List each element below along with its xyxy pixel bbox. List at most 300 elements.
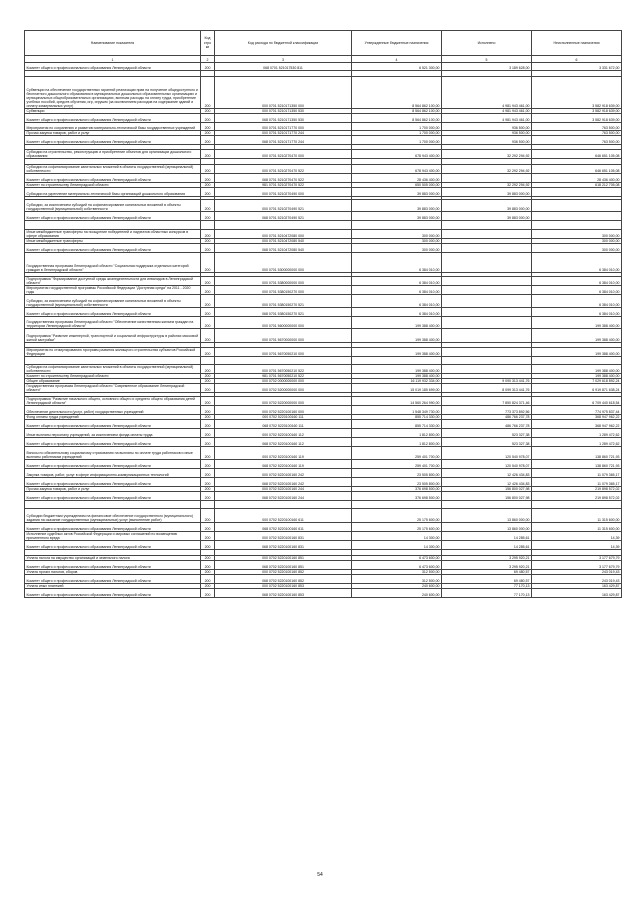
row-line-code-cell: 200 xyxy=(201,365,215,374)
table-row xyxy=(25,429,622,438)
row-unexecuted-cell: 3 177 679,79 xyxy=(532,561,622,570)
row-approved-cell: 8 564 862 100,00 xyxy=(352,77,442,109)
row-budget-code-cell: 068 0702 5220100160 244 xyxy=(215,492,352,501)
spacer-cell xyxy=(25,221,201,230)
table-row xyxy=(25,77,622,109)
row-approved-cell: 6 384 010,00 xyxy=(352,308,442,317)
table-row xyxy=(25,397,622,406)
row-approved-cell: 300 000,00 xyxy=(352,244,442,253)
row-unexecuted-cell: 368 947 962,22 xyxy=(532,420,622,429)
row-executed-cell: 32 292 294,92 xyxy=(442,183,532,188)
row-approved-cell: 199 388 400,00 xyxy=(352,374,442,379)
row-executed-cell: 12 426 434,83 xyxy=(442,478,532,487)
row-executed-cell: 32 292 294,92 xyxy=(442,165,532,174)
table-row xyxy=(25,136,622,145)
row-budget-code-cell: 000 0702 5220100160 851 xyxy=(215,556,352,561)
row-unexecuted-cell: 163 429,87 xyxy=(532,584,622,589)
row-approved-cell: 39 883 000,00 xyxy=(352,188,442,197)
row-budget-code-cell: 000 0702 5200000000 000 xyxy=(215,384,352,393)
row-line-code-cell: 200 xyxy=(201,575,215,584)
row-executed-cell: 7 850 824 371,46 xyxy=(442,397,532,406)
row-budget-code-cell: 000 0701 5380150270 000 xyxy=(215,286,352,295)
row-executed-cell: 39 883 000,00 xyxy=(442,188,532,197)
row-line-code-cell: 200 xyxy=(201,523,215,532)
row-line-code-cell: 200 xyxy=(201,541,215,550)
row-approved-cell: 376 698 500,00 xyxy=(352,492,442,501)
table-row xyxy=(25,286,622,295)
table-row xyxy=(25,200,622,212)
table-row xyxy=(25,165,622,174)
table-row xyxy=(25,561,622,570)
spacer-cell xyxy=(442,221,532,230)
row-budget-code-cell: 068 0702 5220100160 831 xyxy=(215,541,352,550)
table-row xyxy=(25,253,622,273)
row-executed-cell: 14 285,61 xyxy=(442,532,532,541)
table-row xyxy=(25,329,622,343)
row-unexecuted-cell xyxy=(532,200,622,212)
row-unexecuted-cell: 11 315 600,00 xyxy=(532,523,622,532)
row-unexecuted-cell: 219 898 572,02 xyxy=(532,487,622,492)
spacer-cell xyxy=(352,357,442,365)
row-line-code-cell: 200 xyxy=(201,109,215,114)
row-name-cell: Иные выплаты персоналу учреждений, за исключением фонда оплаты труда xyxy=(25,429,201,438)
row-budget-code-cell: 000 0702 5220100160 112 xyxy=(215,429,352,438)
column-number: 4 xyxy=(352,56,442,63)
row-unexecuted-cell: 6 384 010,00 xyxy=(532,308,622,317)
row-name-cell: Комитет общего и профессионального образования Ленинградской области xyxy=(25,244,201,253)
row-approved-cell: 39 883 000,00 xyxy=(352,212,442,221)
row-name-cell: Комитет общего и профессионального образования Ленинградской области xyxy=(25,478,201,487)
row-budget-code-cell: 000 0701 5210270470 000 xyxy=(215,150,352,159)
row-line-code-cell: 200 xyxy=(201,131,215,136)
row-name-cell: Фонд оплаты труда учреждений xyxy=(25,415,201,420)
row-line-code-cell: 200 xyxy=(201,317,215,329)
header-name: Наименование показателя xyxy=(25,31,201,56)
table-row xyxy=(25,438,622,447)
row-unexecuted-cell: 300 000,00 xyxy=(532,244,622,253)
spacer-cell xyxy=(532,357,622,365)
row-name-cell: Комитет общего и профессионального образования Ленинградской области xyxy=(25,541,201,550)
row-budget-code-cell: 068 0701 5210270490 521 xyxy=(215,212,352,221)
row-unexecuted-cell: 646 651 105,08 xyxy=(532,150,622,159)
row-budget-code-cell: 068 0702 5220100160 112 xyxy=(215,438,352,447)
table-row xyxy=(25,460,622,469)
row-name-cell: Комитет общего и профессионального образования Ленинградской области xyxy=(25,136,201,145)
row-approved-cell: 6 384 010,00 xyxy=(352,253,442,273)
row-line-code-cell: 200 xyxy=(201,492,215,501)
row-executed-cell: 69 480,57 xyxy=(442,575,532,584)
row-line-code-cell: 200 xyxy=(201,183,215,188)
spacer-cell xyxy=(201,221,215,230)
header-line-code: Код стро ки xyxy=(201,31,215,56)
row-name-cell: Комитет по строительству Ленинградской области xyxy=(25,183,201,188)
row-executed-cell: 12 426 434,83 xyxy=(442,469,532,478)
row-line-code-cell: 200 xyxy=(201,286,215,295)
row-unexecuted-cell: 300 000,00 xyxy=(532,230,622,239)
table-row xyxy=(25,523,622,532)
row-budget-code-cell: 068 0702 5220100160 611 xyxy=(215,523,352,532)
table-row xyxy=(25,150,622,159)
row-name-cell: Уплата иных платежей xyxy=(25,584,201,589)
row-executed-cell xyxy=(442,253,532,273)
row-executed-cell: 4 981 943 461,00 xyxy=(442,77,532,109)
row-name-cell: Комитет общего и профессионального образования Ленинградской области xyxy=(25,575,201,584)
row-approved-cell: 6 521 300,00 xyxy=(352,63,442,71)
spacer-cell xyxy=(215,221,352,230)
row-approved-cell: 855 714 330,00 xyxy=(352,420,442,429)
row-line-code-cell: 200 xyxy=(201,447,215,460)
row-executed-cell: 39 883 000,00 xyxy=(442,212,532,221)
row-unexecuted-cell: 763 500,00 xyxy=(532,136,622,145)
table-row xyxy=(25,589,622,598)
table-row xyxy=(25,384,622,393)
row-budget-code-cell: 000 0701 5300000000 000 xyxy=(215,253,352,273)
spacer-cell xyxy=(215,501,352,509)
row-name-cell: Субсидии, за исключением субсидий на софинансирование капитальных вложений в объекты государственной (муниципальной) собственности xyxy=(25,295,201,308)
row-approved-cell: 16 119 932 334,00 xyxy=(352,379,442,384)
row-approved-cell: 23 505 800,00 xyxy=(352,469,442,478)
table-row xyxy=(25,317,622,329)
table-row xyxy=(25,295,622,308)
row-budget-code-cell: 068 0701 5210472080 540 xyxy=(215,244,352,253)
table-row xyxy=(25,63,622,71)
row-budget-code-cell: 000 0701 5670050210 000 xyxy=(215,348,352,357)
spacer-row xyxy=(25,501,622,509)
table-row xyxy=(25,469,622,478)
row-budget-code-cell: 068 0701 5210270470 522 xyxy=(215,174,352,183)
row-executed-cell: 3 295 920,21 xyxy=(442,561,532,570)
row-budget-code-cell: 000 0701 5210472080 000 xyxy=(215,230,352,239)
row-budget-code-cell: 981 0701 5210270470 522 xyxy=(215,183,352,188)
row-executed-cell xyxy=(442,174,532,183)
row-approved-cell: 6 384 010,00 xyxy=(352,286,442,295)
row-budget-code-cell: 068 0701 5210171770 244 xyxy=(215,136,352,145)
spacer-cell xyxy=(201,501,215,509)
row-budget-code-cell: 000 0701 5210270470 522 xyxy=(215,165,352,174)
spacer-row xyxy=(25,357,622,365)
row-budget-code-cell: 000 0702 5220100160 852 xyxy=(215,570,352,575)
table-row xyxy=(25,575,622,584)
row-budget-code-cell: 000 0701 5210270490 000 xyxy=(215,188,352,197)
row-line-code-cell: 200 xyxy=(201,570,215,575)
row-budget-code-cell: 000 0701 5670000000 000 xyxy=(215,329,352,343)
row-name-cell: Уплата налога на имущество организаций и земельного налога xyxy=(25,556,201,561)
column-number: 3 xyxy=(215,56,352,63)
row-budget-code-cell: 068 0702 5220100160 111 xyxy=(215,420,352,429)
row-name-cell: Мероприятия по сохранению и развитию материально-технической базы государственных учреждений xyxy=(25,123,201,131)
row-budget-code-cell: 068 0702 5220100160 119 xyxy=(215,460,352,469)
row-budget-code-cell: 068 0701 521017530 811 xyxy=(215,63,352,71)
row-line-code-cell: 200 xyxy=(201,150,215,159)
row-approved-cell: 199 388 400,00 xyxy=(352,348,442,357)
row-name-cell: Исполнение судебных актов Российской Федерации и мировых соглашений по возмещению причиненного вреда xyxy=(25,532,201,541)
row-name-cell: Комитет общего и профессионального образования Ленинградской области xyxy=(25,308,201,317)
row-approved-cell: 8 564 862 100,00 xyxy=(352,109,442,114)
row-executed-cell: 3 295 920,21 xyxy=(442,556,532,561)
row-name-cell: Обеспечение деятельности (услуг, работ) государственных учреждений xyxy=(25,406,201,415)
row-line-code-cell: 200 xyxy=(201,188,215,197)
row-name-cell: Субсидии, за исключением субсидий на софинансирование капитальных вложений в объекты государственной (муниципальной) собственности xyxy=(25,200,201,212)
row-unexecuted-cell xyxy=(532,212,622,221)
row-executed-cell xyxy=(442,317,532,329)
row-approved-cell: 678 943 400,00 xyxy=(352,150,442,159)
row-executed-cell xyxy=(442,348,532,357)
table-row xyxy=(25,114,622,123)
row-executed-cell: 9 090 313 441,76 xyxy=(442,379,532,384)
row-unexecuted-cell xyxy=(532,188,622,197)
row-budget-code-cell: 000 0702 5220100160 242 xyxy=(215,469,352,478)
table-row xyxy=(25,212,622,221)
table-row xyxy=(25,541,622,550)
row-name-cell: Субсидии на софинансирование капитальных вложений в объекты государственной (муниципальной) собственности xyxy=(25,365,201,374)
row-executed-cell: 77 170,13 xyxy=(442,584,532,589)
row-unexecuted-cell: 138 860 721,93 xyxy=(532,460,622,469)
row-name-cell: Государственная программа Ленинградской области "Обеспечение качественным жильем граждан на территории Ленинградской области" xyxy=(25,317,201,329)
table-row xyxy=(25,406,622,415)
row-unexecuted-cell: 1 289 472,62 xyxy=(532,429,622,438)
row-name-cell: Взносы по обязательному социальному страхованию на выплаты по оплате труда работников и иные выплаты работникам учреждений xyxy=(25,447,201,460)
row-budget-code-cell: 068 0701 5380150270 521 xyxy=(215,308,352,317)
row-unexecuted-cell: 300 000,00 xyxy=(532,239,622,244)
spacer-cell xyxy=(25,357,201,365)
row-name-cell: Субсидии на укрепление материально-технической базы организаций дошкольного образования xyxy=(25,188,201,197)
row-executed-cell xyxy=(442,365,532,374)
row-executed-cell: 936 500,00 xyxy=(442,123,532,131)
row-budget-code-cell: 000 0702 0000000000 000 xyxy=(215,379,352,384)
row-line-code-cell: 200 xyxy=(201,420,215,429)
row-approved-cell: 28 436 400,00 xyxy=(352,174,442,183)
table-row xyxy=(25,188,622,197)
row-unexecuted-cell: 11 079 365,17 xyxy=(532,478,622,487)
row-unexecuted-cell: 199 388 400,00 xyxy=(532,374,622,379)
table-row xyxy=(25,244,622,253)
row-executed-cell: 4 981 943 461,00 xyxy=(442,109,532,114)
table-row xyxy=(25,123,622,131)
table-row xyxy=(25,478,622,487)
column-number: 6 xyxy=(532,56,622,63)
row-unexecuted-cell: 14,39 xyxy=(532,541,622,550)
row-line-code-cell: 200 xyxy=(201,295,215,308)
row-budget-code-cell: 000 0701 5380000000 000 xyxy=(215,277,352,286)
row-approved-cell: 1 548 349 730,00 xyxy=(352,406,442,415)
row-unexecuted-cell: 138 860 721,93 xyxy=(532,447,622,460)
row-approved-cell: 14 300,00 xyxy=(352,541,442,550)
row-executed-cell: 13 860 000,00 xyxy=(442,523,532,532)
row-approved-cell: 312 500,00 xyxy=(352,575,442,584)
row-name-cell: Общее образование xyxy=(25,379,201,384)
row-name-cell: Подпрограмма "Развитие инженерной, транспортной и социальной инфраструктуры в районах массовой жилой застройки" xyxy=(25,329,201,343)
row-name-cell: Субвенции xyxy=(25,109,201,114)
row-executed-cell: 523 327,38 xyxy=(442,438,532,447)
row-approved-cell: 259 401 700,00 xyxy=(352,447,442,460)
spacer-cell xyxy=(215,357,352,365)
row-approved-cell: 300 000,00 xyxy=(352,230,442,239)
row-executed-cell: 32 292 294,92 xyxy=(442,150,532,159)
row-line-code-cell: 200 xyxy=(201,487,215,492)
row-budget-code-cell: 981 0701 5670050210 522 xyxy=(215,374,352,379)
row-line-code-cell: 200 xyxy=(201,277,215,286)
row-line-code-cell: 200 xyxy=(201,532,215,541)
row-approved-cell: 650 505 000,00 xyxy=(352,183,442,188)
row-approved-cell: 855 714 330,00 xyxy=(352,415,442,420)
row-name-cell: Субсидии на софинансирование капитальных вложений в объекты государственной (муниципальной) собственности xyxy=(25,165,201,174)
table-body xyxy=(25,63,622,598)
row-name-cell: Комитет по строительству Ленинградской области xyxy=(25,374,201,379)
row-executed-cell xyxy=(442,286,532,295)
row-unexecuted-cell: 243 019,43 xyxy=(532,575,622,584)
row-budget-code-cell: 000 0702 5220100160 244 xyxy=(215,487,352,492)
row-line-code-cell: 200 xyxy=(201,174,215,183)
row-name-cell: Прочая закупка товаров, работ и услуг xyxy=(25,487,201,492)
row-line-code-cell: 200 xyxy=(201,329,215,343)
row-executed-cell: 523 327,38 xyxy=(442,429,532,438)
table-row xyxy=(25,348,622,357)
row-line-code-cell: 200 xyxy=(201,114,215,123)
row-line-code-cell: 200 xyxy=(201,438,215,447)
row-line-code-cell: 200 xyxy=(201,348,215,357)
row-line-code-cell: 200 xyxy=(201,253,215,273)
row-line-code-cell: 200 xyxy=(201,415,215,420)
row-budget-code-cell: 000 0702 5220100160 853 xyxy=(215,584,352,589)
row-approved-cell: 6 384 010,00 xyxy=(352,295,442,308)
row-approved-cell: 25 175 600,00 xyxy=(352,509,442,523)
spacer-cell xyxy=(352,221,442,230)
row-executed-cell: 39 883 000,00 xyxy=(442,200,532,212)
row-unexecuted-cell: 6 384 010,00 xyxy=(532,277,622,286)
row-line-code-cell: 200 xyxy=(201,308,215,317)
table-row xyxy=(25,308,622,317)
row-line-code-cell: 200 xyxy=(201,478,215,487)
row-unexecuted-cell: 199 388 400,00 xyxy=(532,329,622,343)
spacer-cell xyxy=(442,501,532,509)
row-budget-code-cell: 000 0702 5220100160 831 xyxy=(215,532,352,541)
row-unexecuted-cell: 14,39 xyxy=(532,532,622,541)
row-budget-code-cell: 000 0701 5210472080 540 xyxy=(215,239,352,244)
row-name-cell: Государственная программа Ленинградской области "Социальная поддержка отдельных категорий граждан в Ленинградской области" xyxy=(25,253,201,273)
row-name-cell: Субвенции на обеспечение государственных гарантий реализации прав на получение общедоступного и бесплатного дошкольного образования в муниципальных дошкольных образовательных организациях и муниципальных общеобразовательных организациях, включая расходы на оплату труда, приобретение учебных пособий, средств обучения, игр, игрушек (за исключением расходов на содержание зданий и оплату коммунальных услуг) xyxy=(25,77,201,109)
row-approved-cell: 6 473 600,00 xyxy=(352,556,442,561)
row-line-code-cell: 200 xyxy=(201,239,215,244)
row-unexecuted-cell: 11 315 600,00 xyxy=(532,509,622,523)
table-row xyxy=(25,174,622,183)
row-name-cell: Иные межбюджетные трансферты xyxy=(25,239,201,244)
row-approved-cell: 240 600,00 xyxy=(352,584,442,589)
row-executed-cell xyxy=(442,244,532,253)
row-line-code-cell: 200 xyxy=(201,244,215,253)
row-name-cell: Комитет общего и профессионального образования Ленинградской области xyxy=(25,174,201,183)
row-name-cell: Комитет общего и профессионального образования Ленинградской области xyxy=(25,438,201,447)
row-budget-code-cell: 000 0702 5220100160 111 xyxy=(215,415,352,420)
row-name-cell: Мероприятия по стимулированию программ развития жилищного строительства субъектов Российской Федерации xyxy=(25,348,201,357)
row-approved-cell: 376 698 500,00 xyxy=(352,487,442,492)
row-executed-cell: 773 373 892,56 xyxy=(442,406,532,415)
table-header-row xyxy=(25,31,622,56)
row-approved-cell: 23 505 800,00 xyxy=(352,478,442,487)
spacer-cell xyxy=(532,501,622,509)
row-approved-cell: 8 564 862 100,00 xyxy=(352,114,442,123)
table-row xyxy=(25,420,622,429)
row-executed-cell: 3 189 628,00 xyxy=(442,63,532,71)
row-name-cell: Субсидии бюджетным учреждениям на финансовое обеспечение государственного (муниципального) задания на оказание государственных (муниципальных) услуг (выполнение работ) xyxy=(25,509,201,523)
row-name-cell: Мероприятия государственной программы Российской Федерации "Доступная среда" на 2011 - 2020 годы xyxy=(25,286,201,295)
row-unexecuted-cell: 199 388 400,00 xyxy=(532,317,622,329)
row-line-code-cell: 200 xyxy=(201,165,215,174)
row-name-cell: Прочая закупка товаров, работ и услуг xyxy=(25,131,201,136)
row-unexecuted-cell: 3 582 918 639,00 xyxy=(532,109,622,114)
row-unexecuted-cell: 6 384 010,00 xyxy=(532,286,622,295)
row-budget-code-cell: 068 0702 5220100160 852 xyxy=(215,575,352,584)
row-unexecuted-cell: 3 582 918 639,00 xyxy=(532,77,622,109)
row-name-cell: Комитет общего и профессионального образования Ленинградской области xyxy=(25,460,201,469)
row-approved-cell: 312 500,00 xyxy=(352,570,442,575)
row-executed-cell: 8 099 313 441,76 xyxy=(442,384,532,393)
row-executed-cell: 486 766 237,78 xyxy=(442,415,532,420)
row-unexecuted-cell: 6 384 010,00 xyxy=(532,253,622,273)
row-approved-cell: 39 883 000,00 xyxy=(352,200,442,212)
row-line-code-cell: 200 xyxy=(201,123,215,131)
row-unexecuted-cell: 219 898 572,02 xyxy=(532,492,622,501)
row-unexecuted-cell: 163 429,87 xyxy=(532,589,622,598)
row-name-cell: Закупка товаров, работ, услуг в сфере информационно-коммуникационных технологий xyxy=(25,469,201,478)
row-line-code-cell: 200 xyxy=(201,384,215,393)
row-approved-cell: 199 388 400,00 xyxy=(352,365,442,374)
row-name-cell: Комитет общего и профессионального образования Ленинградской области xyxy=(25,63,201,71)
row-line-code-cell: 200 xyxy=(201,397,215,406)
row-unexecuted-cell: 1 289 472,62 xyxy=(532,438,622,447)
row-executed-cell: 936 500,00 xyxy=(442,131,532,136)
row-name-cell: Комитет общего и профессионального образования Ленинградской области xyxy=(25,114,201,123)
row-unexecuted-cell: 368 947 962,22 xyxy=(532,415,622,420)
page-number: 54 xyxy=(317,872,323,878)
row-unexecuted-cell: 28 436 400,00 xyxy=(532,174,622,183)
row-executed-cell xyxy=(442,329,532,343)
row-executed-cell: 120 540 978,07 xyxy=(442,447,532,460)
row-executed-cell: 4 981 943 461,00 xyxy=(442,114,532,123)
budget-execution-sheet xyxy=(24,30,621,598)
row-approved-cell: 6 473 600,00 xyxy=(352,561,442,570)
budget-table xyxy=(24,30,622,598)
column-number-row xyxy=(25,56,622,63)
row-line-code-cell: 200 xyxy=(201,429,215,438)
row-unexecuted-cell: 199 388 400,00 xyxy=(532,365,622,374)
row-approved-cell: 199 388 400,00 xyxy=(352,329,442,343)
row-approved-cell: 25 175 600,00 xyxy=(352,523,442,532)
table-row xyxy=(25,365,622,374)
row-line-code-cell: 200 xyxy=(201,212,215,221)
spacer-cell xyxy=(532,221,622,230)
row-budget-code-cell: 000 0701 5210171350 000 xyxy=(215,77,352,109)
row-approved-cell: 14 560 264 990,00 xyxy=(352,397,442,406)
row-budget-code-cell: 000 0701 5670050210 522 xyxy=(215,365,352,374)
row-executed-cell xyxy=(442,277,532,286)
row-unexecuted-cell: 618 212 705,08 xyxy=(532,183,622,188)
row-approved-cell: 1 700 000,00 xyxy=(352,123,442,131)
row-unexecuted-cell: 199 388 400,00 xyxy=(532,348,622,357)
spacer-cell xyxy=(442,357,532,365)
row-unexecuted-cell: 3 177 679,79 xyxy=(532,556,622,561)
table-row xyxy=(25,509,622,523)
spacer-cell xyxy=(352,501,442,509)
row-unexecuted-cell: 646 651 105,08 xyxy=(532,165,622,174)
row-executed-cell: 156 800 027,98 xyxy=(442,487,532,492)
row-name-cell: Иные межбюджетные трансферты на поощрение победителей и лауреатов областных конкурсов в сфере образования xyxy=(25,230,201,239)
row-approved-cell: 300 000,00 xyxy=(352,239,442,244)
table-row xyxy=(25,277,622,286)
row-line-code-cell: 200 xyxy=(201,589,215,598)
row-approved-cell: 1 700 000,00 xyxy=(352,131,442,136)
row-line-code-cell: 200 xyxy=(201,63,215,71)
row-unexecuted-cell: 763 500,00 xyxy=(532,123,622,131)
